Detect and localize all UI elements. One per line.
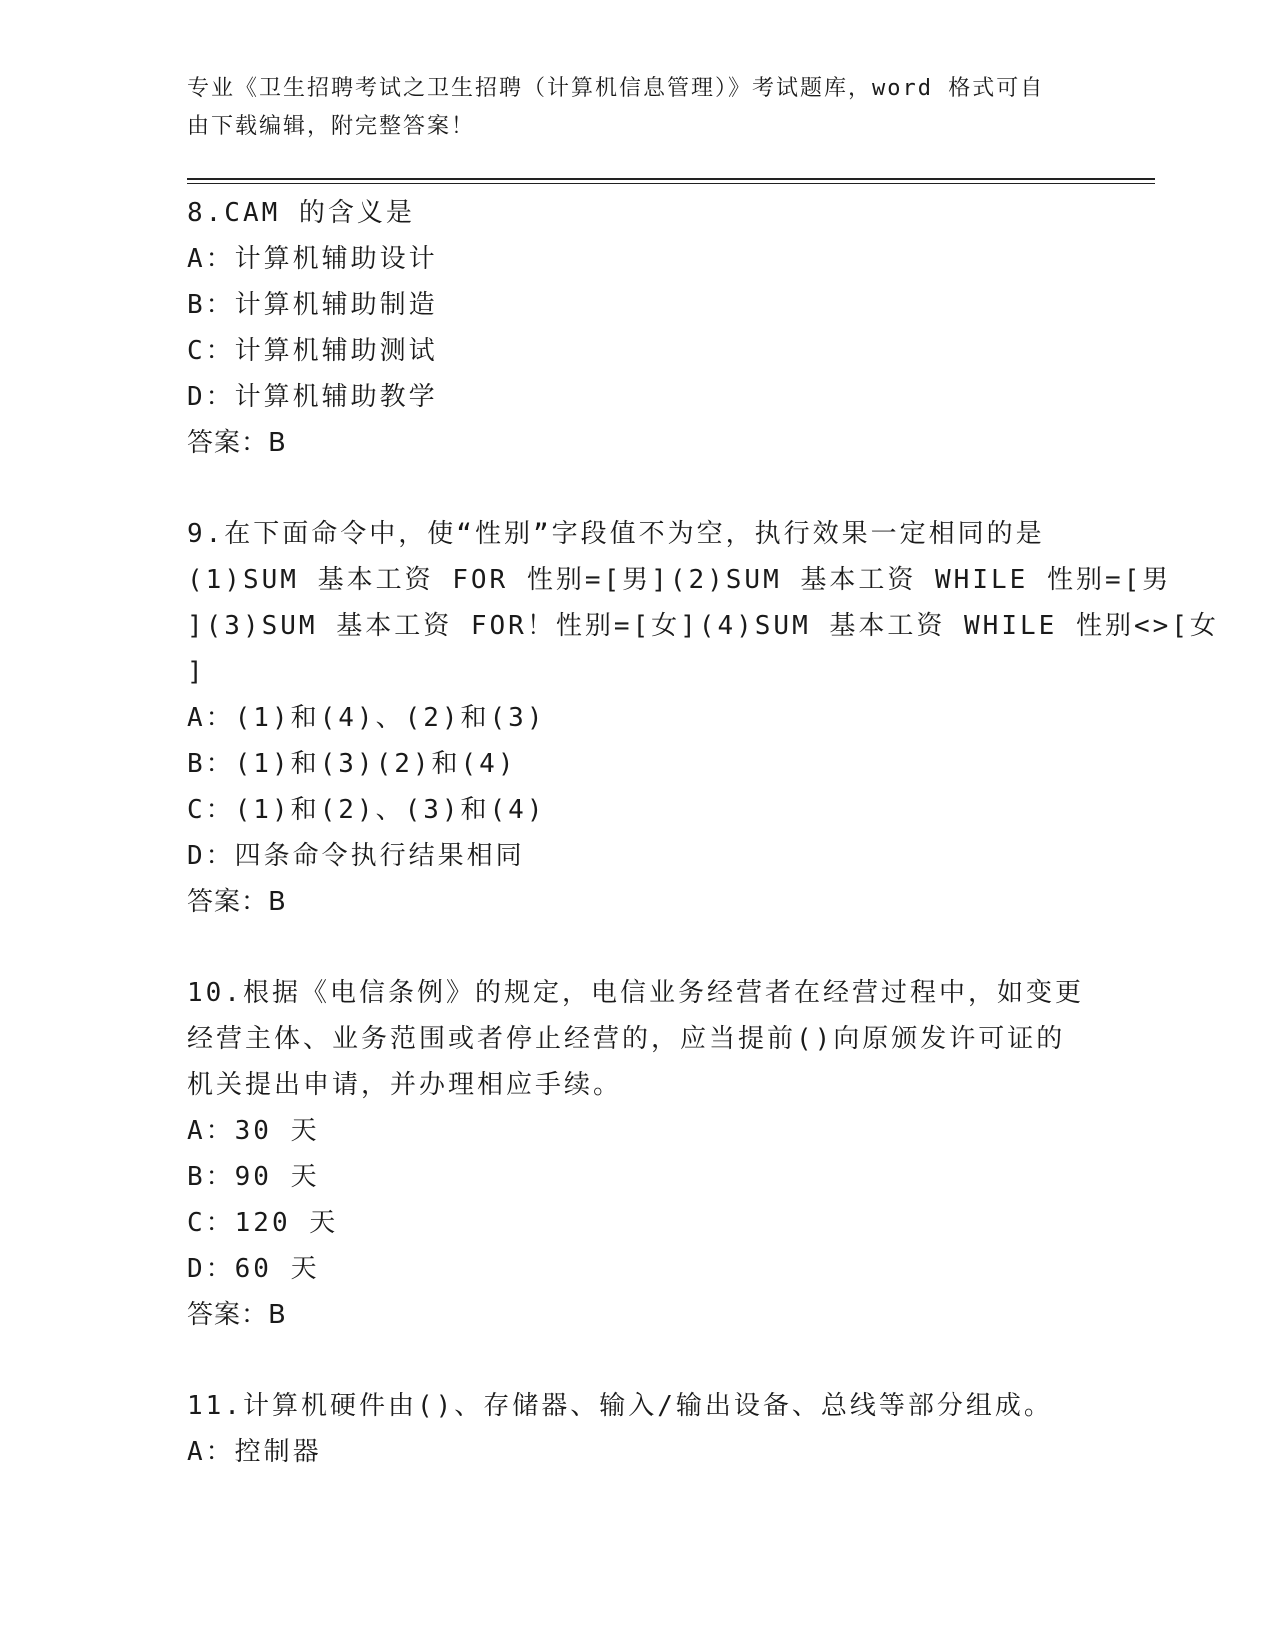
- question-text: 11.计算机硬件由()、存储器、输入/输出设备、总线等部分组成。: [187, 1391, 1053, 1421]
- question-text: ]: [187, 657, 206, 687]
- option-c: C：计算机辅助测试: [187, 336, 438, 366]
- option-a: A：控制器: [187, 1437, 322, 1467]
- option-c: C：(1)和(2)、(3)和(4): [187, 795, 546, 825]
- option-d: D：四条命令执行结果相同: [187, 841, 525, 871]
- answer: 答案：B: [187, 428, 287, 458]
- question-text: 机关提出申请，并办理相应手续。: [187, 1070, 623, 1100]
- option-a: A：(1)和(4)、(2)和(3): [187, 703, 546, 733]
- option-b: B：(1)和(3)(2)和(4): [187, 749, 517, 779]
- question-block: [187, 1383, 1087, 1475]
- header-rule-thin: [187, 183, 1155, 184]
- header-rule-thick: [187, 178, 1155, 180]
- document-header: [187, 70, 1067, 146]
- option-c: C：120 天: [187, 1208, 339, 1238]
- question-text: (1)SUM 基本工资 FOR 性别=[男](2)SUM 基本工资 WHILE 性别=[男: [187, 565, 1172, 595]
- answer: 答案：B: [187, 887, 287, 917]
- question-block: [187, 511, 1219, 925]
- option-b: B：90 天: [187, 1162, 320, 1192]
- question-text: 经营主体、业务范围或者停止经营的，应当提前()向原颁发许可证的: [187, 1024, 1066, 1054]
- question-block: [187, 190, 1087, 466]
- header-line-2: 由下载编辑，附完整答案！: [187, 114, 476, 139]
- option-d: D：60 天: [187, 1254, 320, 1284]
- option-a: A：计算机辅助设计: [187, 244, 438, 274]
- question-text: 9.在下面命令中，使“性别”字段值不为空，执行效果一定相同的是: [187, 519, 1045, 549]
- question-list: [187, 190, 1219, 1475]
- option-b: B：计算机辅助制造: [187, 290, 438, 320]
- question-text: 8.CAM 的含义是: [187, 198, 415, 228]
- option-d: D：计算机辅助教学: [187, 382, 438, 412]
- question-block: [187, 970, 1087, 1338]
- question-text: ](3)SUM 基本工资 FOR！性别=[女](4)SUM 基本工资 WHILE 性别<>[女: [187, 611, 1219, 641]
- answer: 答案：B: [187, 1300, 287, 1330]
- question-text: 10.根据《电信条例》的规定，电信业务经营者在经营过程中，如变更: [187, 978, 1084, 1008]
- option-a: A：30 天: [187, 1116, 320, 1146]
- header-line-1: 专业《卫生招聘考试之卫生招聘（计算机信息管理）》考试题库，word 格式可自: [187, 76, 1045, 101]
